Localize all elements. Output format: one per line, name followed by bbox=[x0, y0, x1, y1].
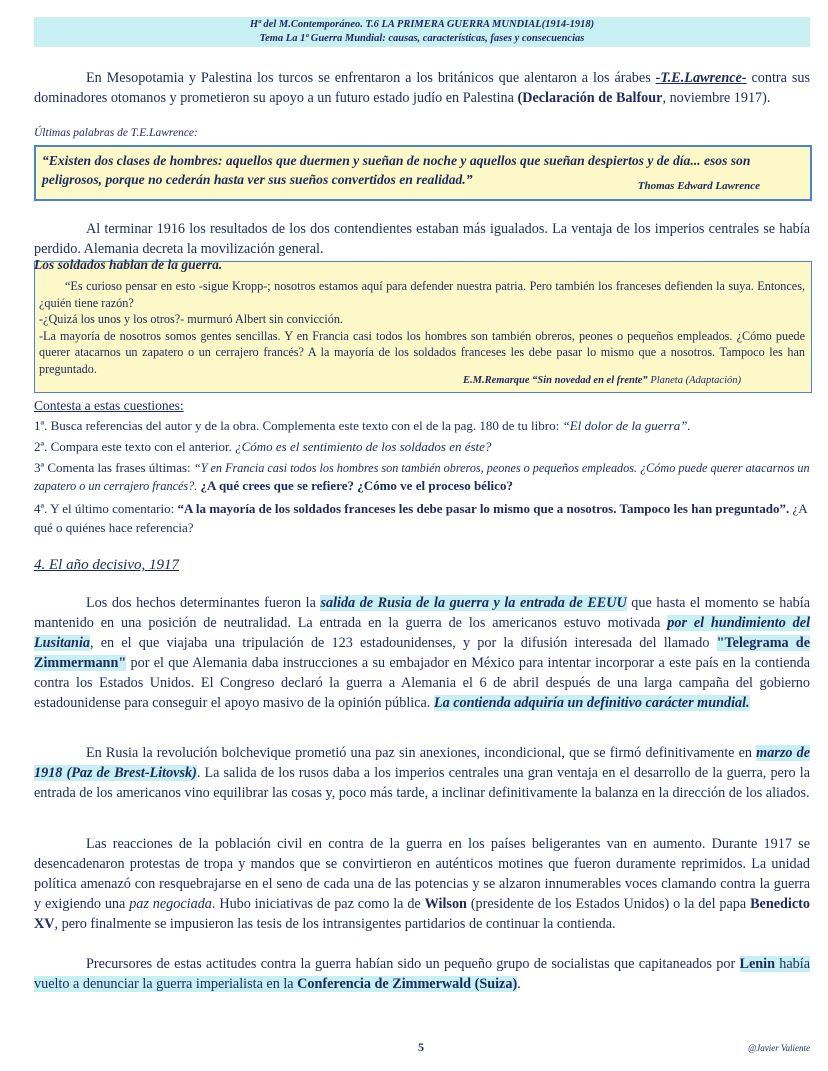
text-run: En Mesopotamia y Palestina los turcos se enfrentaron a los británicos que alentaron a los árabes bbox=[86, 70, 656, 86]
text-run: , noviembre 1917). bbox=[662, 90, 771, 106]
section-title: 4. El año decisivo, 1917 bbox=[34, 557, 179, 573]
soldiers-label: Los soldados hablan de la guerra. bbox=[34, 257, 223, 272]
highlight-zimmerwald: Conferencia de Zimmerwald (Suiza) bbox=[297, 976, 518, 992]
soldiers-quote-author: E.M.Remarque “Sin novedad en el frente” Planeta (Adaptación) bbox=[463, 374, 741, 386]
text-run: contra sus dominadores otomanos y prometieron su apoyo a un futuro estado judío en Palestina bbox=[34, 70, 810, 106]
author-credit: @Javier Valiente bbox=[747, 1043, 810, 1053]
paragraph-reactions: Las reacciones de la población civil en contra de la guerra en los países beligerantes van en aumento. Durante 1917 se desencadenaron protestas de tropa y mandos que se convirtieron en auténticos motines que fueron duramente reprimidos. La unidad política amenazó con resquebrajarse en el seno de cada una de las potencias y se alzaron innumerables voces clamando contra la guerra y exigiendo una paz negociada. Hubo iniciativas de paz como la de Wilson (presidente de los Estados Unidos) o la del papa Benedicto XV, pero finalmente se impusieron las tesis de los intransigentes partidarios de continuar la contienda. bbox=[34, 836, 810, 932]
balfour-highlight: (Declaración de Balfour bbox=[517, 90, 663, 106]
last-words-label: Últimas palabras de T.E.Lawrence: bbox=[34, 127, 198, 139]
lawrence-quote-author: Thomas Edward Lawrence bbox=[637, 180, 760, 192]
header-line-1: Hª del M.Contemporáneo. T.6 LA PRIMERA GUERRA MUNDIAL(1914-1918) bbox=[249, 19, 595, 30]
highlight-russia-usa: salida de Rusia de la guerra y la entrada de EEUU bbox=[320, 595, 627, 611]
lawrence-quote-box bbox=[34, 145, 812, 201]
soldiers-quote-box bbox=[34, 257, 812, 393]
page-header bbox=[34, 17, 810, 47]
highlight-denounce: había vuelto a denunciar la guerra imperialista en la bbox=[34, 956, 810, 992]
paragraph-russia: En Rusia la revolución bolchevique prometió una paz sin anexiones, incondicional, que se firmó definitivamente en marzo de 1918 (Paz de Brest-Litovsk). La salida de los rusos daba a los imperios centrales una gran ventaja en el desarrollo de la guerra, pero la entrada de los americanos vino equilibrar las cosas y, poco más tarde, a inclinar definitivamente la balanza en la dirección de los aliados. bbox=[34, 745, 810, 801]
question-4: 4ª. Y el último comentario: “A la mayoría de los soldados franceses les debe pasar lo mismo que a nosotros. Tampoco les han preguntado”. ¿A qué o quiénes hace referencia? bbox=[34, 501, 807, 535]
paragraph-1916: Al terminar 1916 los resultados de los dos contendientes estaban más igualados. La ventaja de los imperios centrales se había perdido. Alemania decreta la movilización general. bbox=[34, 221, 810, 257]
benedicto-name: Benedicto XV bbox=[34, 896, 810, 932]
soldiers-line-1: “Es curioso pensar en esto -sigue Kropp-; nosotros estamos aquí para defender nuestra patria. Pero también los franceses defienden la suya. Entonces, ¿quién tiene razón? bbox=[39, 279, 805, 310]
question-3: 3ª Comenta las frases últimas: “Y en Francia casi todos los hombres son también obreros, peones o pequeños empleados. ¿Cómo puede querer atacarnos un zapatero o un cerrajero francés?. ¿A qué crees que se refiere? ¿Cómo ve el proceso bélico? bbox=[34, 460, 810, 493]
highlight-lenin: Lenin bbox=[739, 956, 775, 972]
lawrence-highlight: -T.E.Lawrence- bbox=[655, 70, 747, 86]
highlight-brest-litovsk: marzo de 1918 (Paz de Brest-Litovsk) bbox=[34, 745, 810, 781]
highlight-lusitania: por el hundimiento del Lusitania bbox=[34, 615, 811, 651]
highlight-mundial: La contienda adquiría un definitivo carácter mundial. bbox=[433, 695, 750, 711]
header-line-2: Tema La 1ª Guerra Mundial: causas, características, fases y consecuencias bbox=[259, 33, 585, 44]
paragraph-mesopotamia bbox=[34, 68, 810, 108]
soldiers-line-2: -¿Quizá los unos y los otros?- murmuró Albert sin convicción. bbox=[39, 312, 343, 326]
questions-label: Contesta a estas cuestiones: bbox=[34, 398, 184, 413]
paragraph-precursors: Precursores de estas actitudes contra la guerra habían sido un pequeño grupo de socialistas que capitaneados por Lenin había vuelto a denunciar la guerra imperialista en la Conferencia de Zimmerwald (Suiza). bbox=[34, 956, 810, 992]
paragraph-1917: Los dos hechos determinantes fueron la salida de Rusia de la guerra y la entrada de EEUU que hasta el momento se había mantenido en una posición de neutralidad. La entrada en la guerra de los americanos estuvo motivada por el hundimiento del Lusitania, en el que viajaba una tripulación de 123 estadounidenses, y por la difusión interesada del llamado "Telegrama de Zimmermann" por el que Alemania daba instrucciones a su embajador en México para intentar incorporar a este país en la contienda contra los Estados Unidos. El Congreso declaró la guerra a Alemania el 6 de abril después de una larga campaña del gobierno estadounidense para conseguir el apoyo masivo de la opinión pública. La contienda adquiría un definitivo carácter mundial. bbox=[34, 595, 811, 711]
question-1: 1ª. Busca referencias del autor y de la obra. Complementa este texto con el de la pag. 180 de tu libro: “El dolor de la guerra”. bbox=[34, 418, 691, 433]
highlight-zimmermann: "Telegrama de Zimmermann" bbox=[34, 635, 810, 671]
page-number: 5 bbox=[418, 1040, 424, 1054]
soldiers-line-3: -La mayoría de nosotros somos gentes sencillas. Y en Francia casi todos los hombres son también obreros, peones o pequeños empleados. ¿Cómo puede querer atacarnos un zapatero o un cerrajero francés? A la mayoría de los soldados franceses les debe pasar lo mismo que a nosotros. Tampoco les han preguntado. bbox=[39, 328, 805, 376]
wilson-name: Wilson bbox=[424, 896, 467, 912]
question-2: 2ª. Compara este texto con el anterior. ¿Cómo es el sentimiento de los soldados en éste? bbox=[34, 439, 492, 454]
lawrence-quote-text: “Existen dos clases de hombres: aquellos que duermen y sueñan de noche y aquellos que sueñan despiertos y de día... esos son peligrosos, porque no cederán hasta ver sus sueños convertidos en realidad.” bbox=[42, 153, 751, 187]
